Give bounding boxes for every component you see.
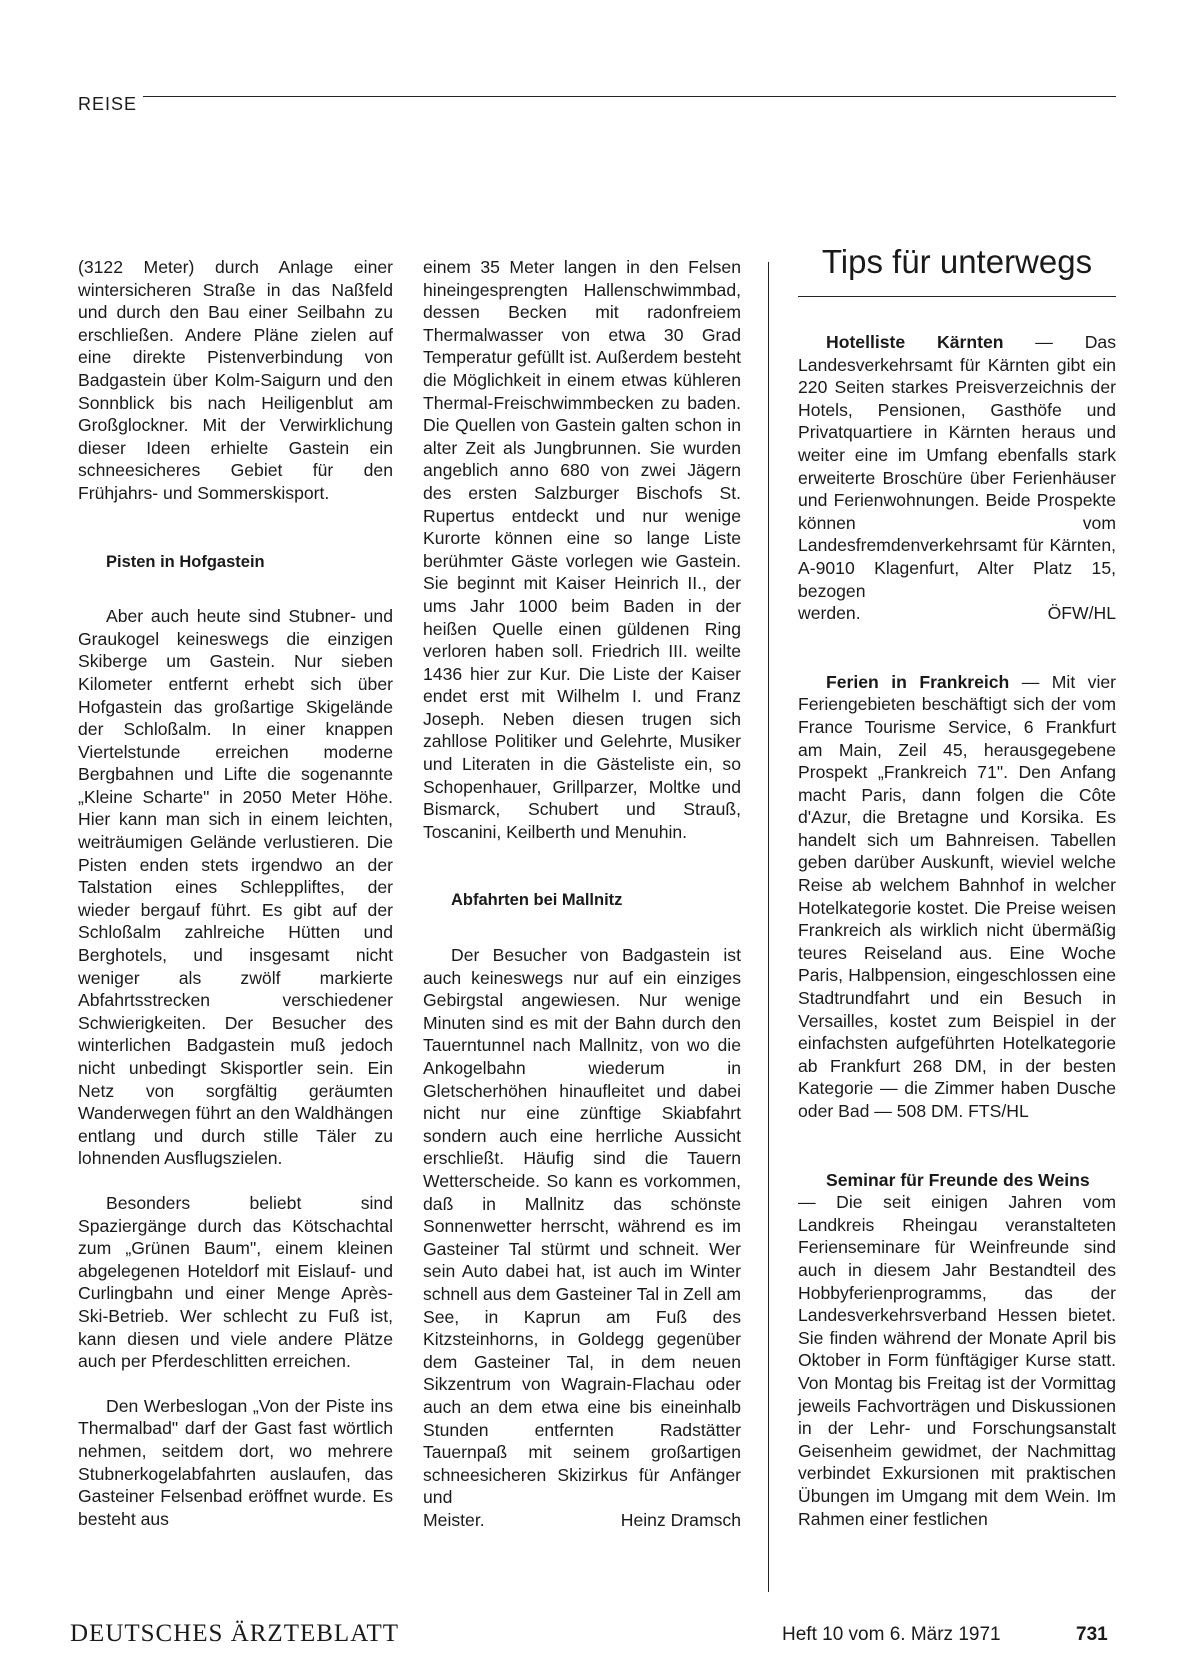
column-3-sidebar	[798, 240, 1116, 1530]
tip-body: — Das Landesverkehrsamt für Kärnten gibt ein 220 Seiten starkes Preisverzeichnis der Hotels, Pensionen, Gasthöfe und Privatquartiere in Kärnten heraus und weiter eine im Umfang ebenfalls stark erweiterte Broschüre über Ferienhäuser und Ferienwohnungen. Beide Prospekte können vom Landesfremdenverkehrsamt für Kärnten, A-9010 Klagenfurt, Alter Platz 15, bezogen	[798, 332, 1116, 601]
paragraph: Besonders beliebt sind Spaziergänge durch das Kötschachtal zum „Grünen Baum", einem kleinen abgelegenen Hoteldorf mit Eislauf- und Curlingbahn und einer Menge Après-Ski-Betrieb. Wer schlecht zu Fuß ist, kann diesen und viele andere Plätze auch per Pferdeschlitten erreichen.	[78, 1192, 393, 1372]
column-2	[423, 256, 741, 1531]
header-rule	[143, 96, 1116, 97]
tip-signature: FTS/HL	[968, 1101, 1029, 1121]
tip-title: Seminar für Freunde des Weins	[826, 1169, 1090, 1190]
tip-hotelliste	[798, 331, 1116, 602]
author-line	[423, 1509, 741, 1532]
journal-name: DEUTSCHES ÄRZTEBLATT	[70, 1620, 400, 1647]
paragraph: einem 35 Meter langen in den Felsen hineingesprengten Hallenschwimmbad, dessen Becken mit radonfreiem Thermalwasser von etwa 30 Grad Temperatur gefüllt ist. Außerdem besteht die Möglichkeit in einem etwas kühleren Thermal-Freischwimmbecken zu baden. Die Quellen von Gastein galten schon in alter Zeit als Jungbrunnen. Sie wurden angeblich anno 680 von zwei Jägern des ersten Salzburger Bischofs St. Rupertus entdeckt und nur wenige Kurorte können eine so lange Liste berühmter Gäste vorlegen wie Gastein. Sie beginnt mit Kaiser Heinrich II., der ums Jahr 1000 beim Baden in der heißen Quelle einen güldenen Ring verloren haben soll. Friedrich III. weilte 1436 hier zur Kur. Die Liste der Kaiser endet erst mit Wilhelm I. und Franz Joseph. Neben diesen trugen sich zahllose Politiker und Gelehrte, Musiker und Literaten in die Gästeliste ein, so Schopenhauer, Grillparzer, Moltke und Bismarck, Schubert und Strauß, Toscanini, Keilberth und Menuhin.	[423, 257, 741, 842]
tip-title: Ferien in Frankreich	[826, 671, 1010, 692]
tip-seminar-body: — Die seit einigen Jahren vom Landkreis Rheingau veranstalteten Ferienseminare für Weinfreunde sind auch in diesem Jahr Bestandteil des Hobbyferienprogramms, das der Landesverkehrsverband Hessen bietet. Sie finden während der Monate April bis Oktober in Form fünftägiger Kurse statt. Von Montag bis Freitag ist der Vormittag jeweils Fachvorträgen und Diskussionen in der Lehr- und Forschungsanstalt Geisenheim gewidmet, der Nachmittag verbindet Exkursionen mit praktischen Übungen im Umgang mit dem Wein. Im Rahmen einer festlichen	[798, 1192, 1116, 1529]
tip-frankreich	[798, 671, 1116, 1123]
column-divider	[768, 262, 769, 1592]
paragraph: (3122 Meter) durch Anlage einer wintersicheren Straße in das Naßfeld und durch den Bau einer Seilbahn zu erschließen. Andere Pläne zielen auf eine direkte Pistenverbindung von Badgastein über Kolm-Saigurn und den Sonnblick bis nach Heiligenblut am Großglockner. Mit der Verwirklichung dieser Ideen erhielte Gastein ein schneesicheres Gebiet für den Frühjahrs- und Sommerskisport.	[78, 257, 393, 503]
tip-signature: ÖFW/HL	[1047, 603, 1116, 624]
issue-line: Heft 10 vom 6. März 1971	[782, 1624, 1001, 1645]
paragraph: Aber auch heute sind Stubner- und Graukogel keineswegs die einzigen Skiberge um Gastein. Nur sieben Kilometer entfernt erhebt sich über Hofgastein das großartige Skigelände der Schloßalm. In einer knappen Viertelstunde erreichen moderne Bergbahnen und Lifte die sogenannte „Kleine Scharte" in 2050 Meter Höhe. Hier kann man sich in einem leichten, weiträumigen Gelände verlustieren. Die Pisten enden stets irgendwo an der Talstation eines Schleppliftes, der wieder bergauf führt. Es gibt auf der Schloßalm zahlreiche Hütten und Berghotels, und insgesamt nicht weniger als zwölf markierte Abfahrtsstrecken verschiedener Schwierigkeiten. Der Besucher des winterlichen Badgastein muß jedoch nicht unbedingt Skisportler sein. Ein Netz von sorgfältig geräumten Wanderwegen führt an den Waldhängen entlang und durch stille Täler zu lohnenden Ausflugszielen.	[78, 606, 393, 1169]
tip-signature-line	[798, 602, 1116, 625]
author-name: Heinz Dramsch	[620, 1509, 741, 1530]
last-word: werden.	[798, 603, 861, 624]
tip-seminar-title-line	[798, 1169, 1116, 1192]
page-number: 731	[1076, 1624, 1108, 1645]
subheading-mallnitz: Abfahrten bei Mallnitz	[451, 891, 623, 910]
tip-title: Hotelliste Kärnten	[826, 332, 1004, 352]
tip-body: — Mit vier Feriengebieten beschäftigt sich der vom France Tourisme Service, 6 Frankfurt am Main, Zeil 45, herausgegebene Prospekt „Frankreich 71". Den Anfang macht Paris, dann folgen die Côte d'Azur, die Bretagne und Korsika. Es handelt sich um Bahnreisen. Tabellen geben darüber Auskunft, wieviel welche Reise ab welchem Bahnhof in welcher Hotelkategorie kostet. Die Preise weisen Frankreich als wirklich nicht übermäßig teures Reiseland aus. Eine Woche Paris, Halbpension, eingeschlossen eine Stadtrundfahrt und ein Besuch in Versailles, kostet zum Beispiel in der einfachsten aufgeführten Hotelkategorie ab Frankfurt 268 DM, in der besten Kategorie — die Zimmer haben Dusche oder Bad — 508 DM.	[798, 671, 1117, 1121]
sidebar-title: Tips für unterwegs	[821, 243, 1093, 280]
subheading-pisten: Pisten in Hofgastein	[106, 552, 265, 571]
section-label: REISE	[78, 94, 138, 114]
last-word: Meister.	[423, 1509, 485, 1530]
paragraph: Den Werbeslogan „Von der Piste ins Thermalbad" darf der Gast fast wörtlich nehmen, seitdem dort, wo mehrere Stubnerkogelabfahrten auslaufen, das Gasteiner Felsenbad eröffnet wurde. Es besteht aus	[78, 1395, 393, 1529]
column-1	[78, 256, 393, 1530]
paragraph: Der Besucher von Badgastein ist auch keineswegs nur auf ein einziges Gebirgstal angewiesen. Nur wenige Minuten sind es mit der Bahn durch den Tauerntunnel nach Mallnitz, von wo die Ankogelbahn wiederum in Gletscherhöhen hinaufleitet und dabei nicht nur eine zünftige Skiabfahrt sondern auch eine herrliche Aussicht erschließt. Häufig sind die Tauern Wetterscheide. So kann es vorkommen, daß in Mallnitz das schönste Sonnenwetter herrscht, während es im Gasteiner Tal stürmt und schneit. Wer sein Auto dabei hat, ist auch im Winter schnell aus dem Gasteiner Tal in Zell am See, in Kaprun am Fuß des Kitzsteinhorns, in Goldegg gegenüber dem Gasteiner Tal, in dem neuen Sikzentrum von Wagrain-Flachau oder auch an dem etwa eine bis eineinhalb Stunden entfernten Radstätter Tauernpaß mit seinem großartigen schneesicheren Skizirkus für Anfänger und	[423, 945, 741, 1508]
sidebar-title-rule	[798, 296, 1116, 297]
